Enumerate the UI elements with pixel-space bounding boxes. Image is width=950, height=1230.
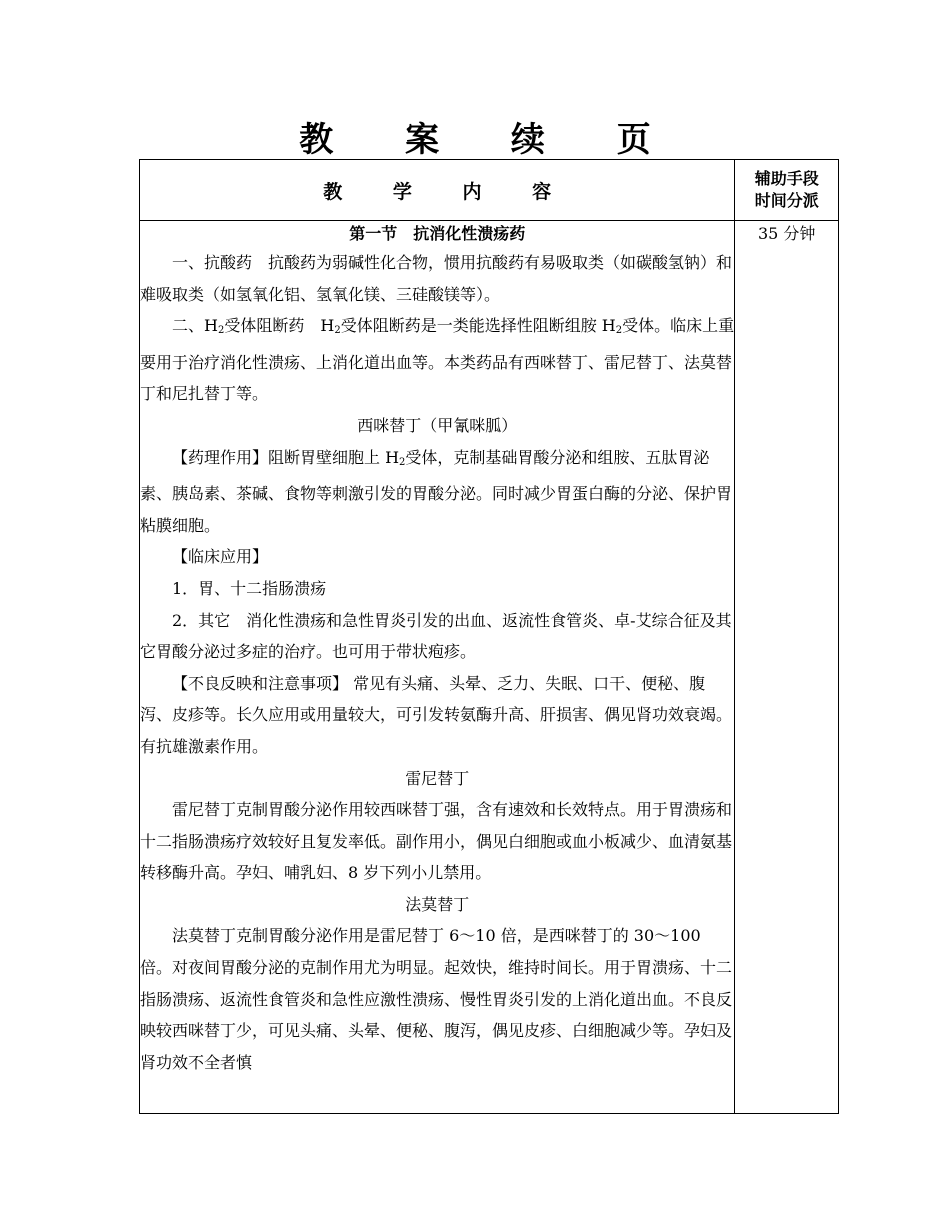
content-cell	[140, 221, 735, 1114]
header-teaching-content: 教 学 内 容	[140, 160, 735, 221]
header-aux-line2: 时间分派	[754, 191, 819, 210]
section-title: 第一节 抗消化性溃疡药	[349, 224, 526, 243]
paragraph-antacids: 一、抗酸药 抗酸药为弱碱性化合物，惯用抗酸药有易吸取类（如碳酸氢钠）和难吸取类（如氢氧化铝、氢氧化镁、三硅酸镁等）。	[140, 253, 733, 304]
paragraph-clinical-2: 2．其它 消化性溃疡和急性胃炎引发的出血、返流性食管炎、卓-艾综合征及其它胃酸分泌过多症的治疗。也可用于带状疱疹。	[140, 610, 732, 662]
paragraph-pharmacology: 【药理作用】阻断胃壁细胞上 $H_2$受体，克制基础胃酸分泌和组胺、五肽胃泌素、胰岛素、茶碱、食物等刺激引发的胃酸分泌。同时减少胃蛋白酶的分泌、保护胃粘膜细胞。	[140, 447, 733, 535]
header-aux-time	[735, 160, 839, 221]
page-title: 教 案 续 页	[299, 120, 681, 160]
paragraph-clinical-heading: 【临床应用】	[172, 547, 269, 567]
drug-title-ranitidine: 雷尼替丁	[405, 768, 470, 788]
table-header-row	[140, 160, 839, 221]
drug-title-famotidine: 法莫替丁	[405, 894, 470, 914]
drug-title-cimetidine: 西咪替丁（甲氰咪胍）	[357, 415, 518, 435]
lesson-table	[139, 159, 839, 1114]
aux-time-cell: 35 分钟	[735, 221, 839, 1114]
table-body-row	[140, 221, 839, 1114]
paragraph-ranitidine: 雷尼替丁克制胃酸分泌作用较西咪替丁强，含有速效和长效特点。用于胃溃疡和十二指肠溃疡疗效较好且复发率低。副作用小，偶见白细胞或血小板减少、血清氨基转移酶升高。孕妇、哺乳妇、8 岁下列小儿禁用。	[140, 800, 733, 883]
paragraph-adverse-effects: 【不良反映和注意事项】 常见有头痛、头晕、乏力、失眠、口干、便秘、腹泻、皮疹等。长久应用或用量较大，可引发转氨酶升高、肝损害、偶见肾功效衰竭。有抗雄激素作用。	[140, 673, 733, 756]
paragraph-clinical-1: 1．胃、十二指肠溃疡	[172, 578, 327, 598]
header-aux-line1: 辅助手段	[754, 169, 819, 188]
paragraph-h2-blockers: 二、$H_2$受体阻断药 $H_2$受体阻断药是一类能选择性阻断组胺 $H_2$受体。临床上重要用于治疗消化性溃疡、上消化道出血等。本类药品有西咪替丁、雷尼替丁、法莫替丁和尼扎替丁等。	[140, 316, 735, 404]
paragraph-famotidine: 法莫替丁克制胃酸分泌作用是雷尼替丁 6～10 倍，是西咪替丁的 30～100 倍。对夜间胃酸分泌的克制作用尤为明显。起效快，维持时间长。用于胃溃疡、十二指肠溃疡、返流性食管炎和急性应激性溃疡、慢性胃炎引发的上消化道出血。不良反映较西咪替丁少，可见头痛、头晕、便秘、腹泻，偶见皮疹、白细胞减少等。孕妇及肾功效不全者慎	[140, 926, 733, 1072]
